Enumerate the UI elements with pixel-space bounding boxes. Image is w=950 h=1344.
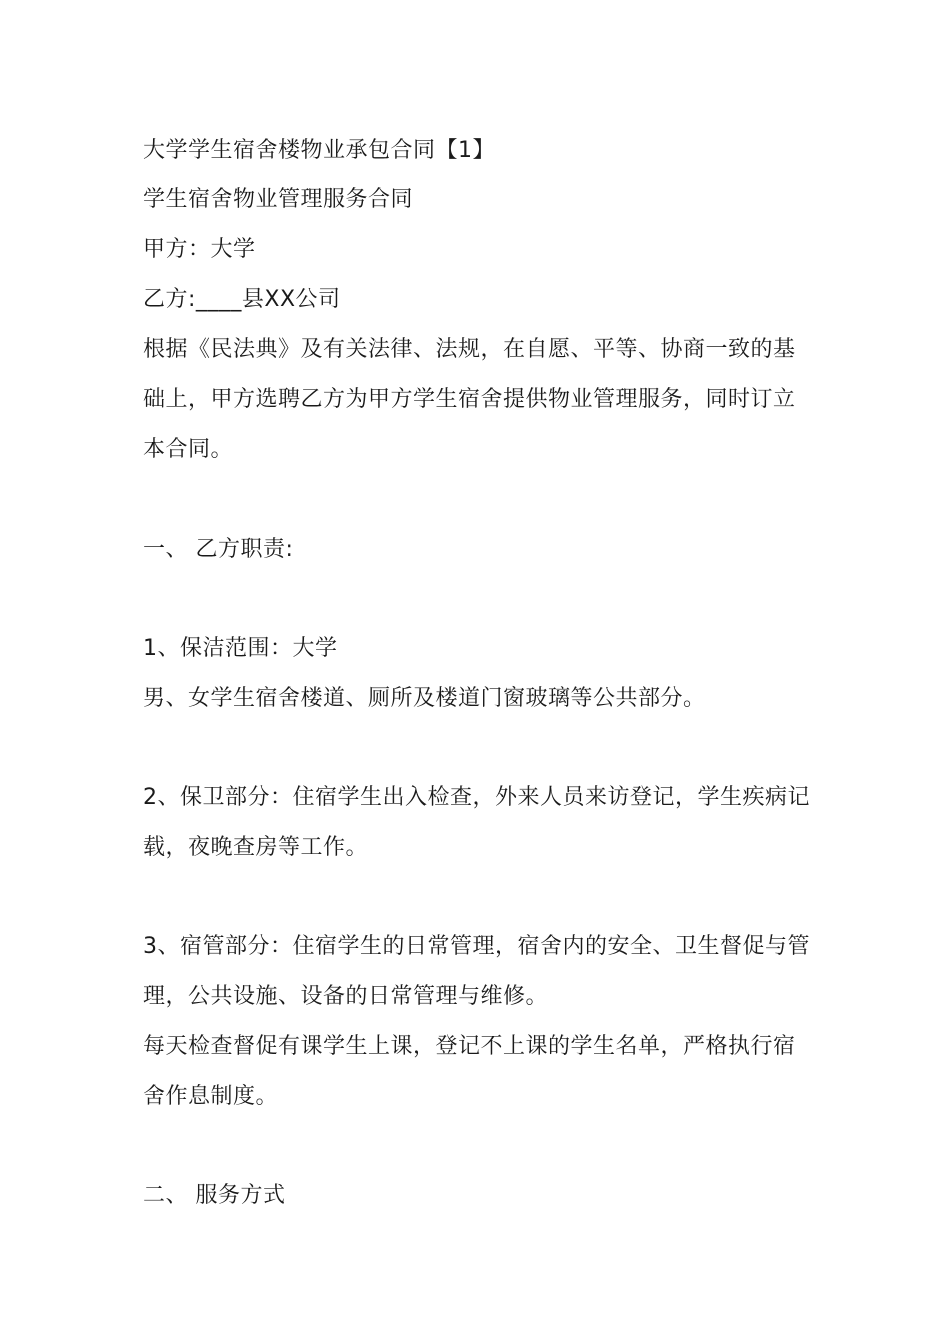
intro-line: 础上，甲方选聘乙方为甲方学生宿舍提供物业管理服务，同时订立 [143, 387, 796, 412]
item-1-line: 男、女学生宿舍楼道、厕所及楼道门窗玻璃等公共部分。 [143, 686, 706, 711]
section-1-heading: 一、 乙方职责: [143, 537, 294, 562]
party-b: 乙方:____县XX公司 [143, 287, 341, 312]
item-3-line: 理，公共设施、设备的日常管理与维修。 [143, 984, 549, 1009]
item-2-line: 载，夜晚查房等工作。 [143, 835, 369, 860]
intro-line: 根据《民法典》及有关法律、法规，在自愿、平等、协商一致的基 [143, 337, 796, 362]
item-3-line: 3、宿管部分：住宿学生的日常管理，宿舍内的安全、卫生督促与管 [143, 934, 810, 959]
intro-line: 本合同。 [143, 437, 234, 462]
item-1-line: 1、保洁范围：大学 [143, 636, 338, 661]
party-a: 甲方：大学 [143, 237, 256, 262]
section-2-heading: 二、 服务方式 [143, 1183, 286, 1208]
item-3-line: 每天检查督促有课学生上课，登记不上课的学生名单，严格执行宿 [143, 1034, 796, 1059]
document-title: 大学学生宿舍楼物业承包合同【1】 [143, 138, 495, 163]
item-3-line: 舍作息制度。 [143, 1084, 279, 1109]
item-2-line: 2、保卫部分：住宿学生出入检查，外来人员来访登记，学生疾病记 [143, 785, 810, 810]
document-subtitle: 学生宿舍物业管理服务合同 [143, 187, 414, 212]
